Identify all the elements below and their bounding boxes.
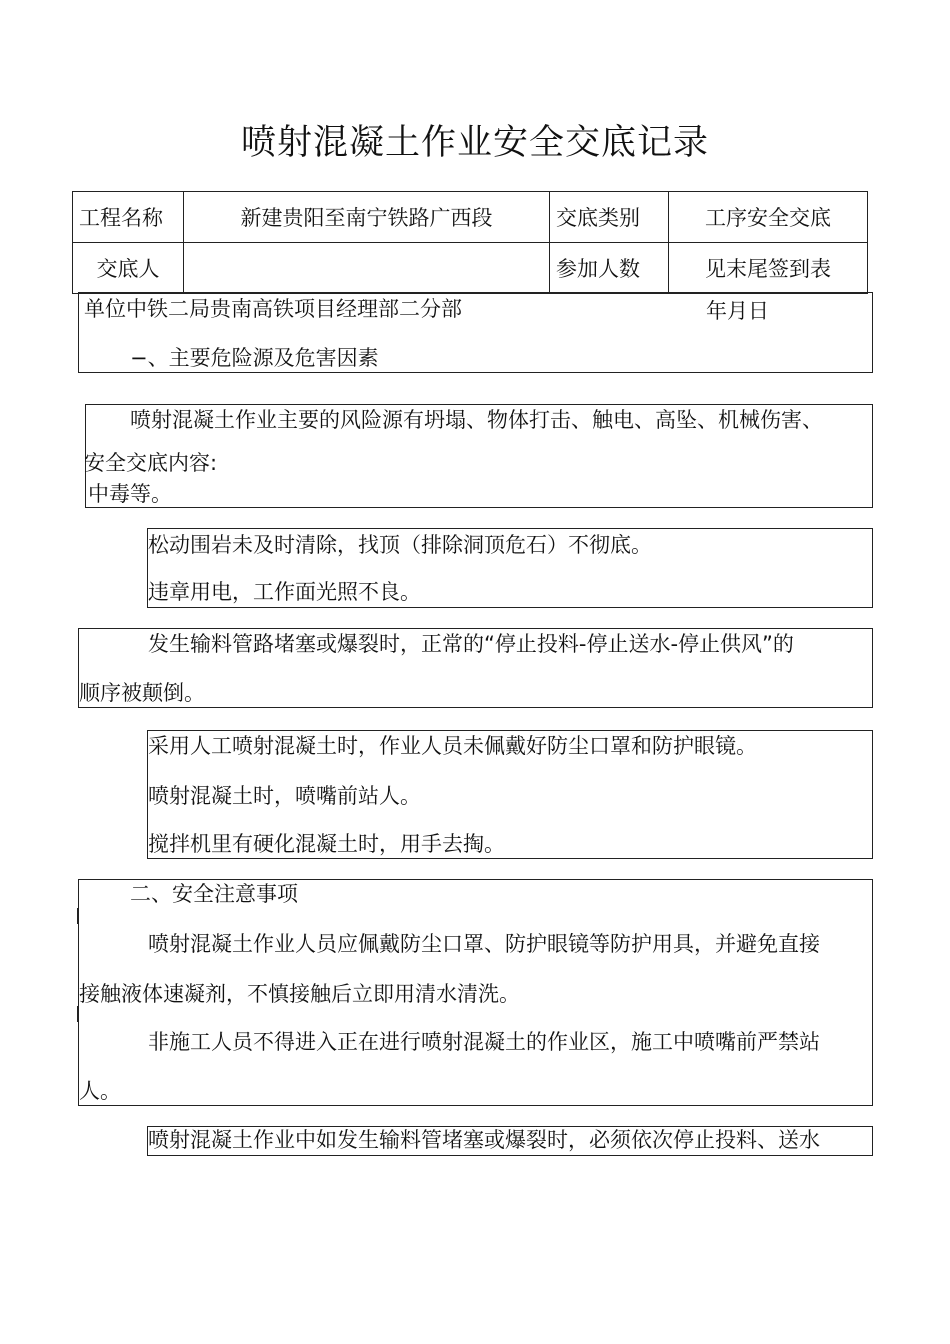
hazard-b-item: 喷射混凝土时，喷嘴前站人。: [148, 784, 421, 808]
margin-mark: [77, 908, 79, 924]
precaution1-line2: 接触液体速凝剂，不慎接触后立即用清水清洗。: [79, 982, 520, 1006]
section1-heading: −、主要危险源及危害因素: [130, 346, 379, 370]
header-row-project: [73, 192, 868, 243]
presenter-label: 交底人: [73, 243, 184, 294]
hazard-a-item: 松动围岩未及时清除，找顶（排除洞顶危石）不彻底。: [148, 533, 652, 557]
project-value: 新建贵阳至南宁铁路广西段: [184, 192, 550, 243]
type-label: 交底类别: [550, 192, 669, 243]
precaution2-line1: 非施工人员不得进入正在进行喷射混凝土的作业区，施工中喷嘴前严禁站: [148, 1030, 820, 1054]
pipe-hazard-line1: 发生输料管路堵塞或爆裂时，正常的“停止投料-停止送水-停止供风”的: [148, 632, 794, 656]
type-value: 工序安全交底: [669, 192, 868, 243]
precaution2-line2: 人。: [79, 1079, 121, 1103]
precaution3-line1: 喷射混凝土作业中如发生输料管堵塞或爆裂时，必须依次停止投料、送水: [148, 1128, 820, 1152]
project-label: 工程名称: [73, 192, 184, 243]
hazard-b-item: 采用人工喷射混凝土时，作业人员未佩戴好防尘口罩和防护眼镜。: [148, 734, 757, 758]
precaution1-line1: 喷射混凝土作业人员应佩戴防尘口罩、防护眼镜等防护用具，并避免直接: [148, 932, 820, 956]
disclosure-label: 安全交底内容:: [84, 451, 218, 475]
risk-para-line2: 中毒等。: [88, 482, 172, 506]
header-row-presenter: [73, 243, 868, 294]
header-table: [72, 191, 868, 294]
page-title: 喷射混凝土作业安全交底记录: [240, 123, 709, 163]
date-line: 年月日: [706, 299, 769, 323]
hazard-a-item: 违章用电，工作面光照不良。: [148, 580, 421, 604]
attendees-label: 参加人数: [550, 243, 669, 294]
attendees-value: 见末尾签到表: [669, 243, 868, 294]
risk-para-line1: 喷射混凝土作业主要的风险源有坍塌、物体打击、触电、高坠、机械伤害、: [130, 408, 823, 432]
hazard-b-item: 搅拌机里有硬化混凝土时，用手去掏。: [148, 832, 505, 856]
margin-mark: [77, 1006, 79, 1022]
presenter-value: [184, 243, 550, 294]
section2-heading: 二、安全注意事项: [130, 882, 298, 906]
unit-line: 单位中铁二局贵南高铁项目经理部二分部: [84, 297, 462, 321]
pipe-hazard-line2: 顺序被颠倒。: [79, 681, 205, 705]
